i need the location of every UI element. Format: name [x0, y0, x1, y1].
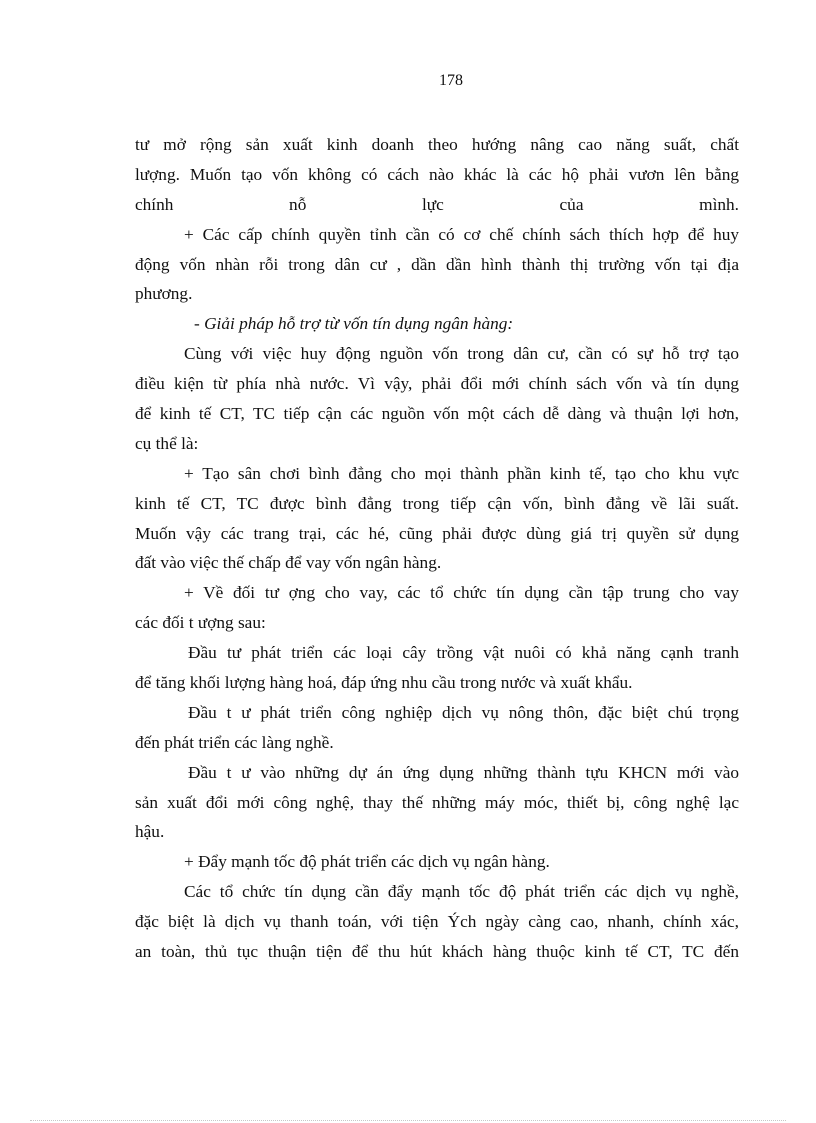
text-line: các đối t ượng sau:: [135, 613, 266, 633]
text-line: đặc biệt là dịch vụ thanh toán, với tiện Ých ngày càng cao, nhanh, chính xác,: [135, 912, 739, 932]
text-line: hậu.: [135, 822, 165, 842]
text-line: đất vào việc thế chấp để vay vốn ngân hàng.: [135, 553, 442, 573]
text-line: Cùng với việc huy động nguồn vốn trong dân cư, cần có sự hỗ trợ tạo: [184, 344, 739, 364]
text-line: phương.: [135, 284, 193, 304]
text-line: + Đẩy mạnh tốc độ phát triển các dịch vụ ngân hàng.: [184, 852, 550, 872]
text-line: Các tổ chức tín dụng cần đẩy mạnh tốc độ phát triển các dịch vụ nghề,: [184, 882, 739, 902]
text-line: kinh tế CT, TC được bình đẳng trong tiếp cận vốn, bình đẳng về lãi suất.: [135, 493, 739, 513]
text-line: + Về đối tư ợng cho vay, các tổ chức tín dụng cần tập trung cho vay: [184, 583, 739, 603]
page-number: 178: [439, 72, 463, 89]
text-line: + Tạo sân chơi bình đẳng cho mọi thành phần kinh tế, tạo cho khu vực: [184, 463, 739, 483]
text-line: cụ thể là:: [135, 433, 199, 453]
text-line: sản xuất đổi mới công nghệ, thay thế những máy móc, thiết bị, công nghệ lạc: [135, 792, 739, 812]
text-line: tư mở rộng sản xuất kinh doanh theo hướng nâng cao năng suất, chất: [135, 135, 739, 154]
text-line: để kinh tế CT, TC tiếp cận các nguồn vốn một cách dễ dàng và thuận lợi hơn,: [135, 404, 739, 424]
text-line: điều kiện từ phía nhà nước. Vì vậy, phải đổi mới chính sách vốn và tín dụng: [135, 374, 739, 394]
text-line: Muốn vậy các trang trại, các hé, cũng phải được dùng giá trị quyền sử dụng: [135, 523, 739, 543]
text-line: chính nỗ lực của mình.: [135, 194, 739, 214]
document-body: [135, 130, 739, 967]
text-line: Đầu tư phát triển các loại cây trồng vật nuôi có khả năng cạnh tranh: [188, 643, 739, 663]
text-line: an toàn, thủ tục thuận tiện để thu hút khách hàng thuộc kinh tế CT, TC đến: [135, 942, 739, 962]
text-line: lượng. Muốn tạo vốn không có cách nào khác là các hộ phải vươn lên bằng: [135, 164, 739, 184]
section-heading: - Giải pháp hỗ trợ từ vốn tín dụng ngân hàng:: [194, 314, 514, 334]
page-bottom-divider: [30, 1120, 786, 1121]
text-line: đến phát triển các làng nghề.: [135, 732, 334, 752]
text-line: để tăng khối lượng hàng hoá, đáp ứng nhu cầu trong nước và xuất khẩu.: [135, 673, 633, 693]
text-line: Đầu t ư phát triển công nghiệp dịch vụ nông thôn, đặc biệt chú trọng: [188, 702, 739, 722]
text-line: động vốn nhàn rỗi trong dân cư , dần dần hình thành thị trường vốn tại địa: [135, 254, 739, 274]
text-line: Đầu t ư vào những dự án ứng dụng những thành tựu KHCN mới vào: [188, 762, 739, 782]
text-line: + Các cấp chính quyền tỉnh cần có cơ chế chính sách thích hợp để huy: [184, 224, 739, 244]
